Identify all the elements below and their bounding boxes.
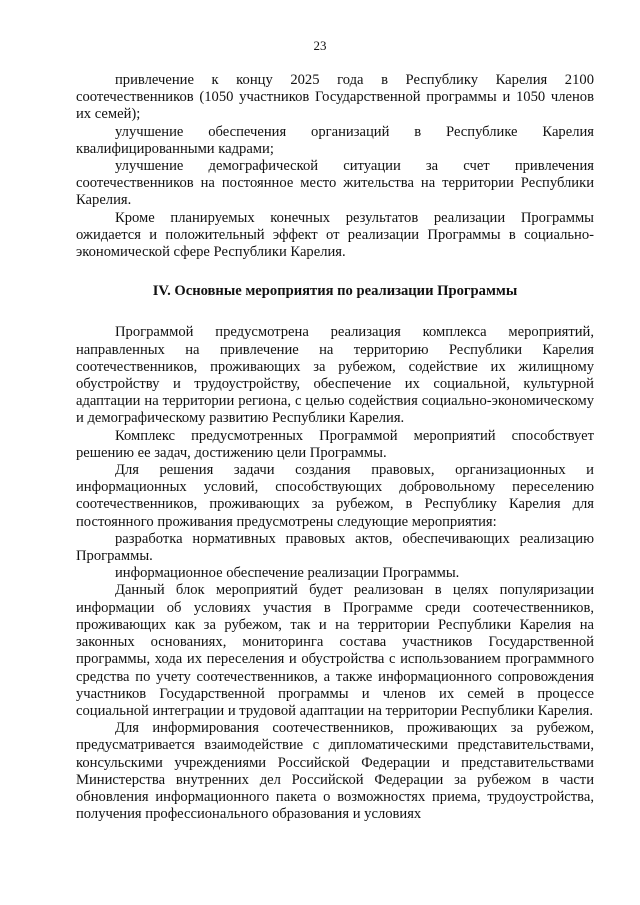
- paragraph-goal-demography: улучшение демографической ситуации за счет привлечения соотечественников на постоянное место жительства на территории Республики Карелия.: [76, 158, 594, 209]
- list-item-information-support: информационное обеспечение реализации Программы.: [115, 565, 460, 582]
- paragraph-goal-compatriots: привлечение к концу 2025 года в Республику Карелия 2100 соотечественников (1050 участников Государственной программы и 1050 членов их семей);: [76, 72, 594, 123]
- paragraph-goal-staffing: улучшение обеспечения организаций в Республике Карелия квалифицированными кадрами;: [76, 123, 594, 157]
- paragraph-measures-complex: Комплекс предусмотренных Программой мероприятий способствует решению ее задач, достижению цели Программы.: [76, 427, 594, 461]
- paragraph-information-block: Данный блок мероприятий будет реализован в целях популяризации информации об условиях участия в Программе среди соотечественников, проживающих как за рубежом, так и на территории Республики Карелия на законных основаниях, мониторинга состава участников Государственной программы, хода их переселения и обустройства с использованием программного средства по учету соотечественников, а также информационного сопровождения участников Государственной программы и членов их семей в процессе социальной интеграции и трудовой адаптации на территории Республики Карелия.: [76, 582, 594, 719]
- list-item-legal-acts: разработка нормативных правовых актов, обеспечивающих реализацию Программы.: [76, 530, 594, 565]
- paragraph-task-conditions: Для решения задачи создания правовых, организационных и информационных условий, способствующих добровольному переселению соотечественников, проживающих за рубежом, в Республику Карелия для постоянного проживания предусмотрены следующие мероприятия:: [76, 462, 594, 530]
- paragraph-informing-compatriots: Для информирования соотечественников, проживающих за рубежом, предусматривается взаимодействие с дипломатическими представительствами, консульскими учреждениями Российской Федерации и представительствами Министерства внутренних дел Российской Федерации за рубежом в части обновления информационного пакета о возможностях приема, трудоустройства, получения профессионального образования и условиях: [76, 720, 594, 823]
- section-heading: IV. Основные мероприятия по реализации Программы: [152, 283, 518, 300]
- paragraph-expected-effect: Кроме планируемых конечных результатов реализации Программы ожидается и положительный эффект от реализации Программы в социально-экономической сфере Республики Карелия.: [76, 209, 594, 261]
- page-number: 23: [313, 38, 327, 53]
- document-body: [76, 72, 594, 823]
- paragraph-program-measures: Программой предусмотрена реализация комплекса мероприятий, направленных на привлечение на территорию Республики Карелия соотечественников, проживающих за рубежом, содействие их жилищному обустройству и трудоустройству, обеспечение их социальной, культурной адаптации на территории региона, с целью содействия социально-экономическому и демографическому развитию Республики Карелия.: [76, 324, 594, 427]
